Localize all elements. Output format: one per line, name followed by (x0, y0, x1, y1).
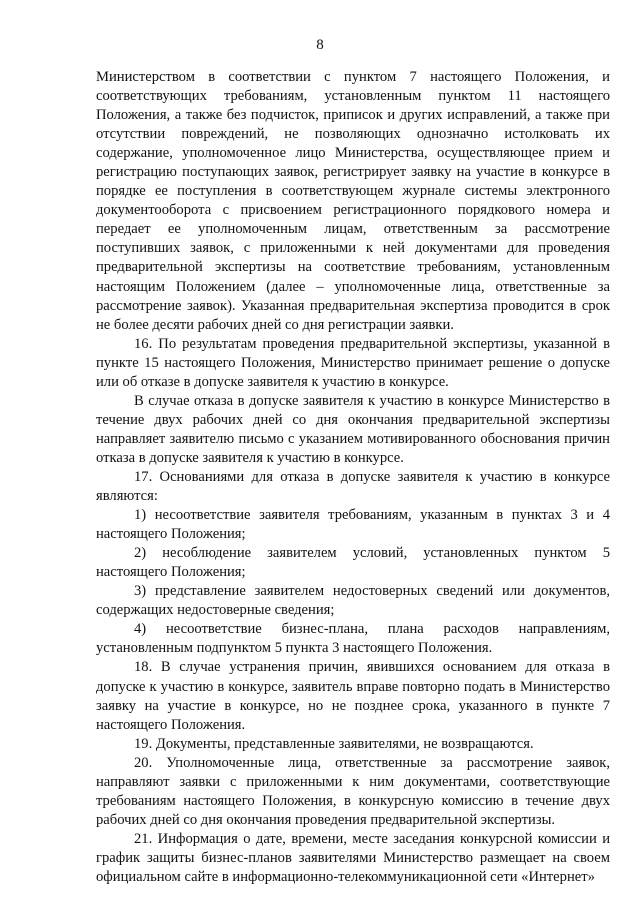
paragraph-continuation: Министерством в соответствии с пунктом 7 настоящего Положения, и соответствующих требованиям, установленным пунктом 11 настоящего Положения, а также без подчисток, приписок и других исправлений, а также при отсутствии повреждений, не позволяющих однозначно истолковать их содержание, уполномоченное лицо Министерства, осуществляющее прием и регистрацию поступающих заявок, регистрирует заявку на участие в конкурсе в порядке ее поступления в соответствующем журнале системы электронного документооборота с присвоением регистрационного порядкового номера и передает ее уполномоченным лицам, ответственным за рассмотрение поступивших заявок, с приложенными к ней документами для проведения предварительной экспертизы на соответствие требованиям, установленным настоящим Положением (далее – уполномоченные лица, ответственные за рассмотрение заявок). Указанная предварительная экспертиза проводится в срок не более десяти рабочих дней со дня регистрации заявки. (96, 69, 610, 333)
paragraph-18: 18. В случае устранения причин, явившихся основанием для отказа в допуске к участию в конкурсе, заявитель вправе повторно подать в Министерство заявку на участие в конкурсе, но не позднее срока, указанного в пункте 7 настоящего Положения. (96, 659, 610, 733)
document-body (96, 68, 610, 887)
list-item-17-2: 2) несоблюдение заявителем условий, установленных пунктом 5 настоящего Положения; (96, 545, 610, 581)
list-item-17-3: 3) представление заявителем недостоверных сведений или документов, содержащих недостоверные сведения; (96, 583, 610, 619)
paragraph-17: 17. Основаниями для отказа в допуске заявителя к участию в конкурсе являются: (96, 468, 610, 505)
list-item-17-4: 4) несоответствие бизнес-плана, плана расходов направлениям, установленным подпунктом 5 пункта 3 настоящего Положения. (96, 621, 610, 657)
paragraph-20: 20. Уполномоченные лица, ответственные за рассмотрение заявок, направляют заявки с приложенными к ним документами, соответствующие требованиям настоящего Положения, в конкурсную комиссию в течение двух рабочих дней со дня окончания проведения предварительной экспертизы. (96, 754, 610, 828)
paragraph-16-refusal: В случае отказа в допуске заявителя к участию в конкурсе Министерство в течение двух рабочих дней со дня окончания предварительной экспертизы направляет заявителю письмо с указанием мотивированного обоснования причин отказа в допуске заявителя к участию в конкурсе. (96, 392, 610, 466)
paragraph-19: 19. Документы, представленные заявителями, не возвращаются. (134, 735, 534, 752)
paragraph-21: 21. Информация о дате, времени, месте заседания конкурсной комиссии и график защиты бизнес-планов заявителями Министерство размещает на своем официальном сайте в информационно-телекоммуникационной сети «Интернет» (96, 830, 610, 885)
list-item-17-1: 1) несоответствие заявителя требованиям, указанным в пунктах 3 и 4 настоящего Положения; (96, 507, 610, 543)
paragraph-16: 16. По результатам проведения предварительной экспертизы, указанной в пункте 15 настоящего Положения, Министерство принимает решение о допуске или об отказе в допуске заявителя к участию в конкурсе. (96, 335, 610, 390)
page-number: 8 (316, 37, 324, 53)
